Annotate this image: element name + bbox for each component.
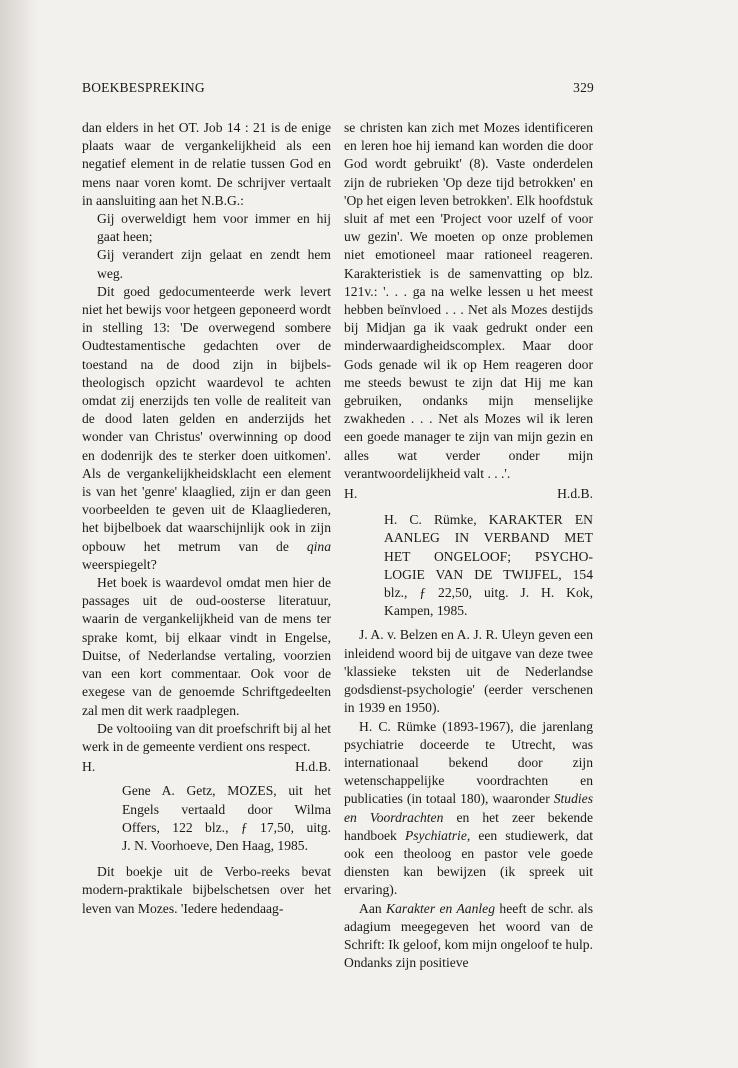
paragraph-text: weerspiegelt? [82,556,157,572]
paragraph: se christen kan zich met Mozes identificeren en leren hoe hij iemand kan worden die door God wordt gebruikt' (8). Vaste onderdelen zijn de rubrieken 'Op deze tijd betrokken' en 'Op het eigen leven betrokken'. Elk hoofdstuk sluit af met een 'Project voor uzelf of voor uw gezin'. We moeten op onze problemen niet emotioneel maar rationeel reageren. Karakteristiek is de samenvatting op blz. 121v.: '. . . ga na welke lessen u het meest hebben beïnvloed . . . Net als Mozes destijds bij Midjan ga ik vaak gedrukt onder een minderwaardigheidscomplex. Maar door Gods genade wil ik op Hem reageren door me steeds bewust te zijn dat Hij me kan gebruiken, ondanks mijn menselijke zwakheden . . . Net als Mozes wil ik leren een goede manager te zijn van mijn gezin en alles wat verder onder mijn verantwoordelijkheid valt . . .'. [344,120,593,481]
review-signature [344,485,593,503]
paragraph-text: Aan [359,900,387,916]
right-column [344,119,593,972]
paragraph-text: Dit goed gedocumenteerde werk levert niet het bewijs voor hetgeen geponeerd wordt in stelling 13: 'De overwegend sombere Oudtestamentische gedachten over de toestand na de dood zijn in bijbels-theologisch opzicht waardevol te achten omdat zij enerzijds ten volle de realiteit van de dood laten gelden en anderzijds het wonder van Christus' overwinning op dood en dodenrijk des te sterker doen uitkomen'. Als de vergankelijkheidsklacht een element is van het 'genre' klaaglied, zijn er dan geen voorbeelden te geven uit de Klaagliederen, het bijbelboek dat waarschijnlijk ook in zijn opbouw het metrum van de [82,283,331,554]
page-number: 329 [573,80,594,95]
verse-line: Gij overweldigt hem voor immer en hij gaat heen; [97,211,331,245]
paragraph [344,718,593,900]
italic-title: Karakter en Aanleg [386,900,496,916]
italic-title: Studies en Voordrachten [344,791,593,825]
signature-author: H.d.B. [557,486,593,502]
book-citation [82,782,331,855]
citation-line: AANLEG IN VERBAND MET [384,530,593,546]
italic-term: qina [306,538,331,554]
book-citation [344,511,593,620]
paragraph: Dit boekje uit de Verbo-reeks bevat modern-praktikale bijbelschetsen over het leven van Mozes. 'Iedere hedendaag- [82,864,331,916]
paragraph: Het boek is waardevol omdat men hier de passages uit de oud-oosterse literatuur, waarin de vergankelijkheid van de mens ter sprake komt, bij elkaar vindt in Engelse, Duitse, of Nederlandse vertaling, voorzien van een kort commentaar. Ook voor de exegese van de genoemde Schriftgedeelten zal men dit werk raadplegen. [82,575,331,718]
citation-line: Offers, 122 blz., ƒ 17,50, uitg. [122,819,331,835]
scan-page-edge [0,0,38,1068]
paragraph-text: heeft de schr. als adagium meegegeven het woord van de Schrift: Ik geloof, kom mijn ongeloof te hulp. Ondanks zijn positieve [344,900,593,971]
paragraph [82,283,331,574]
paragraph: J. A. v. Belzen en A. J. R. Uleyn geven een inleidend woord bij de uitgave van deze twee 'klassieke teksten uit de Nederlandse godsdienst-psychologie' (eerder verschenen in 1939 en 1950). [344,627,593,716]
signature-initial: H. [344,486,358,502]
citation-line: Engels vertaald door Wilma [122,801,331,817]
review-signature [82,758,331,776]
citation-line: LOGIE VAN DE TWIJFEL, 154 [384,566,593,582]
paragraph-text: H. C. Rümke (1893-1967), die jarenlang psychiatrie doceerde te Utrecht, was internationaal bekend door zijn wetenschappelijke voordrachten en publicaties (in totaal 180), waaronder [344,718,593,807]
citation-line: H. C. Rümke, KARAKTER EN [384,512,593,528]
running-title: BOEKBESPREKING [82,80,205,95]
paragraph: dan elders in het OT. Job 14 : 21 is de enige plaats waar de vergankelijkheid als een negatief element in de relatie tussen God en mens naar voren komt. De schrijver vertaalt in aansluiting aan het N.B.G.: [82,120,331,208]
citation-line: blz., ƒ 22,50, uitg. J. H. Kok, [384,585,593,601]
citation-line: Gene A. Getz, MOZES, uit het [122,783,331,799]
paragraph-text: en het zeer bekende handboek [344,809,593,843]
running-header [82,80,594,98]
italic-title: Psychiatrie, [404,827,471,843]
citation-line: J. N. Voorhoeve, Den Haag, 1985. [122,837,309,853]
left-column [82,119,331,918]
paragraph [344,900,593,973]
signature-initial: H. [82,759,96,775]
citation-line: Kampen, 1985. [384,603,468,619]
signature-author: H.d.B. [295,759,331,775]
paragraph: De voltooiing van dit proefschrift bij al het werk in de gemeente verdient ons respect. [82,720,331,754]
verse-line: Gij verandert zijn gelaat en zendt hem weg. [97,247,331,281]
paragraph-text: een studiewerk, dat ook een theoloog en pastor vele goede diensten kan bewijzen (ik spreek uit ervaring). [344,827,593,898]
citation-line: HET ONGELOOF; PSYCHO- [384,548,593,564]
